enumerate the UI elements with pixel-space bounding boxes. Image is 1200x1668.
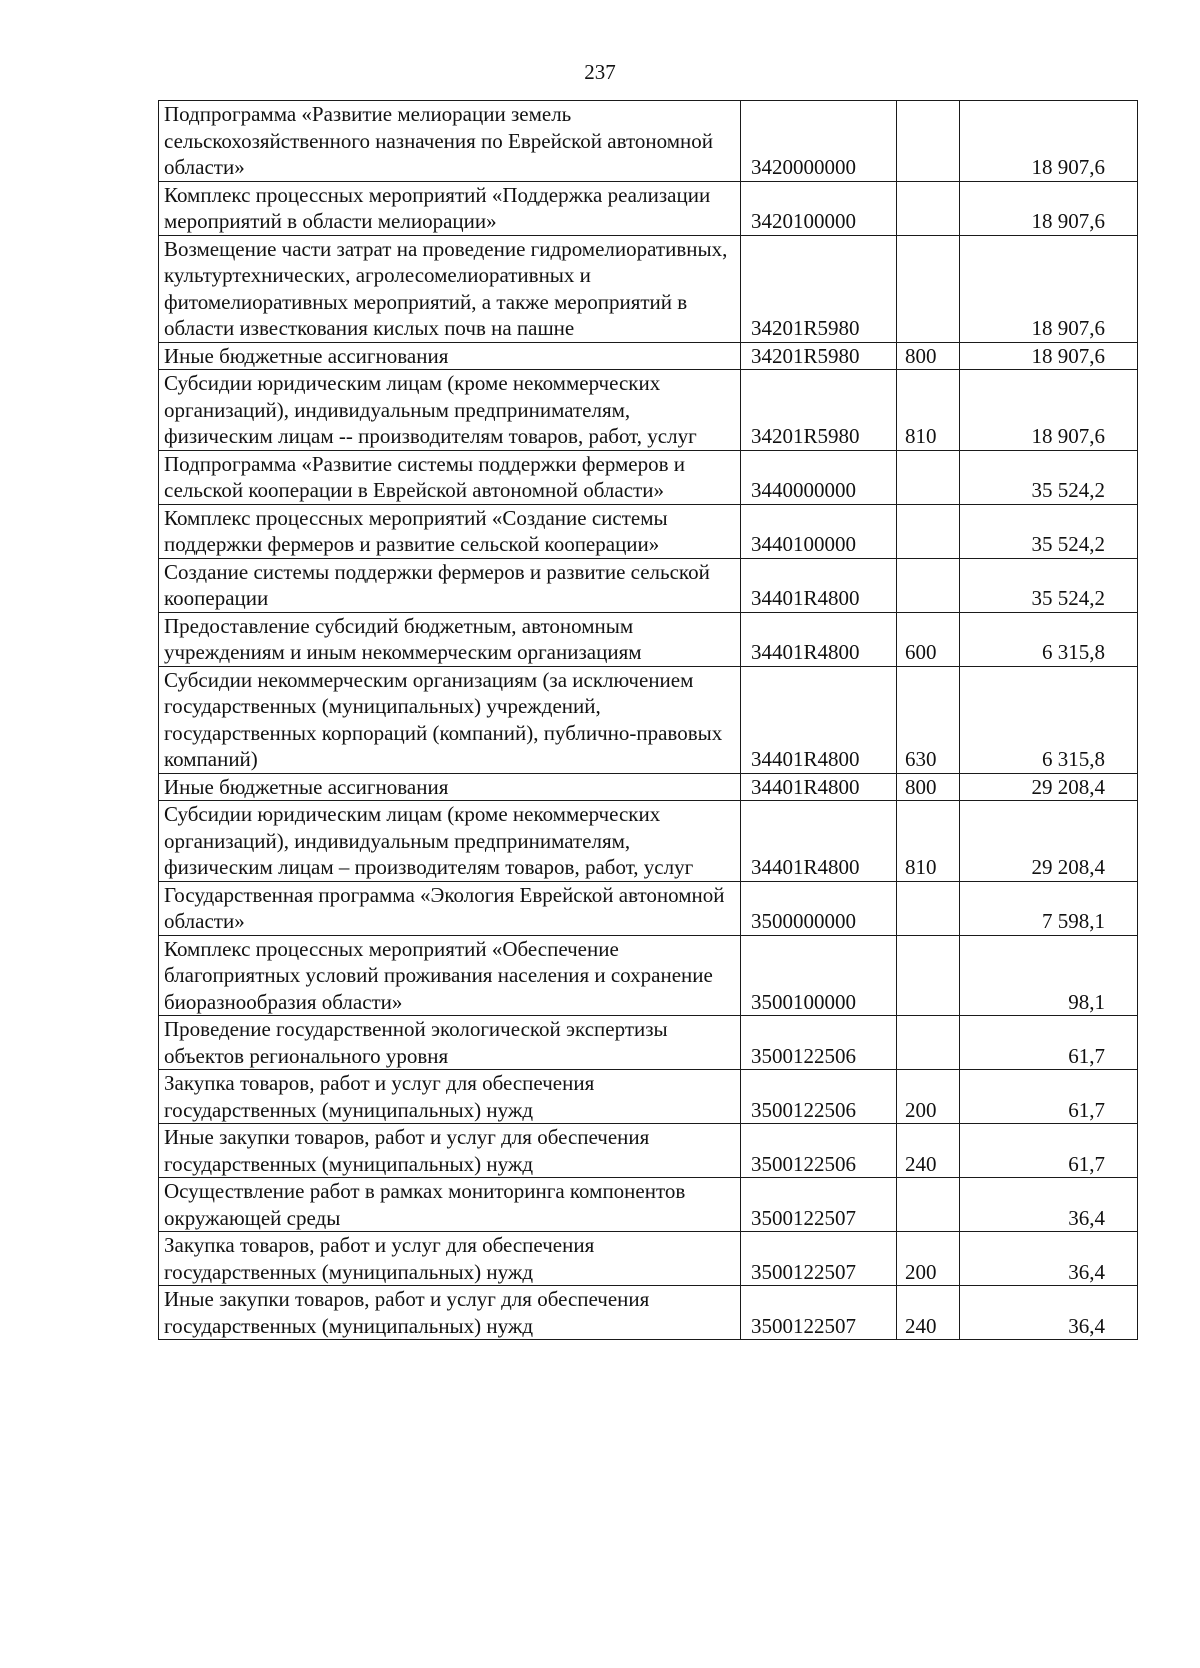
row-sum-cell: 7 598,1 <box>960 881 1138 935</box>
row-code-cell: 3440000000 <box>741 450 897 504</box>
row-name-cell: Осуществление работ в рамках мониторинга компонентов окружающей среды <box>159 1178 741 1232</box>
row-sum-cell: 18 907,6 <box>960 342 1138 370</box>
row-expense-type-cell: 600 <box>897 612 960 666</box>
table-row <box>159 1232 1138 1286</box>
row-code-cell: 3500122506 <box>741 1016 897 1070</box>
row-expense-type-cell <box>897 1016 960 1070</box>
row-name-cell: Государственная программа «Экология Еврейской автономной области» <box>159 881 741 935</box>
row-expense-type-cell: 630 <box>897 666 960 773</box>
row-code-cell: 3420100000 <box>741 181 897 235</box>
table-row <box>159 101 1138 182</box>
row-sum-cell: 6 315,8 <box>960 666 1138 773</box>
row-code-cell: 34201R5980 <box>741 235 897 342</box>
row-name-cell: Иные бюджетные ассигнования <box>159 773 741 801</box>
row-name-cell: Иные закупки товаров, работ и услуг для обеспечения государственных (муниципальных) нужд <box>159 1124 741 1178</box>
row-expense-type-cell: 200 <box>897 1070 960 1124</box>
table-row <box>159 1016 1138 1070</box>
row-sum-cell: 61,7 <box>960 1016 1138 1070</box>
table-row <box>159 1124 1138 1178</box>
row-code-cell: 3440100000 <box>741 504 897 558</box>
row-expense-type-cell: 810 <box>897 801 960 882</box>
table-row <box>159 1178 1138 1232</box>
row-name-cell: Создание системы поддержки фермеров и развитие сельской кооперации <box>159 558 741 612</box>
row-expense-type-cell <box>897 101 960 182</box>
row-expense-type-cell <box>897 450 960 504</box>
row-sum-cell: 18 907,6 <box>960 101 1138 182</box>
row-sum-cell: 18 907,6 <box>960 181 1138 235</box>
row-code-cell: 3500122507 <box>741 1232 897 1286</box>
table-row <box>159 666 1138 773</box>
row-name-cell: Иные бюджетные ассигнования <box>159 342 741 370</box>
row-name-cell: Комплекс процессных мероприятий «Поддержка реализации мероприятий в области мелиорации» <box>159 181 741 235</box>
row-sum-cell: 98,1 <box>960 935 1138 1016</box>
row-expense-type-cell: 200 <box>897 1232 960 1286</box>
table-row <box>159 181 1138 235</box>
table-row <box>159 801 1138 882</box>
row-name-cell: Возмещение части затрат на проведение гидромелиоративных, культуртехнических, агролесомелиоративных и фитомелиоративных мероприятий, а также мероприятий в области известкования кислых почв на пашне <box>159 235 741 342</box>
table-row <box>159 1286 1138 1340</box>
row-expense-type-cell <box>897 235 960 342</box>
row-name-cell: Проведение государственной экологической экспертизы объектов регионального уровня <box>159 1016 741 1070</box>
row-code-cell: 3500000000 <box>741 881 897 935</box>
table-row <box>159 881 1138 935</box>
row-name-cell: Подпрограмма «Развитие мелиорации земель сельскохозяйственного назначения по Еврейской автономной области» <box>159 101 741 182</box>
table-row <box>159 558 1138 612</box>
row-code-cell: 3500122507 <box>741 1178 897 1232</box>
row-code-cell: 34401R4800 <box>741 666 897 773</box>
table-row <box>159 773 1138 801</box>
row-code-cell: 34401R4800 <box>741 801 897 882</box>
table-row <box>159 235 1138 342</box>
row-sum-cell: 61,7 <box>960 1124 1138 1178</box>
row-expense-type-cell: 240 <box>897 1124 960 1178</box>
row-name-cell: Субсидии некоммерческим организациям (за исключением государственных (муниципальных) учреждений, государственных корпораций (компаний), публично-правовых компаний) <box>159 666 741 773</box>
row-sum-cell: 35 524,2 <box>960 504 1138 558</box>
row-sum-cell: 61,7 <box>960 1070 1138 1124</box>
row-sum-cell: 36,4 <box>960 1286 1138 1340</box>
row-name-cell: Предоставление субсидий бюджетным, автономным учреждениям и иным некоммерческим организациям <box>159 612 741 666</box>
budget-allocation-table <box>158 100 1138 1340</box>
row-sum-cell: 6 315,8 <box>960 612 1138 666</box>
row-sum-cell: 18 907,6 <box>960 235 1138 342</box>
row-expense-type-cell <box>897 881 960 935</box>
row-sum-cell: 36,4 <box>960 1178 1138 1232</box>
page-number: 237 <box>584 60 616 84</box>
row-sum-cell: 29 208,4 <box>960 801 1138 882</box>
row-expense-type-cell: 240 <box>897 1286 960 1340</box>
row-expense-type-cell <box>897 504 960 558</box>
row-code-cell: 3500122506 <box>741 1124 897 1178</box>
row-name-cell: Закупка товаров, работ и услуг для обеспечения государственных (муниципальных) нужд <box>159 1232 741 1286</box>
row-code-cell: 34201R5980 <box>741 342 897 370</box>
row-name-cell: Закупка товаров, работ и услуг для обеспечения государственных (муниципальных) нужд <box>159 1070 741 1124</box>
row-code-cell: 3420000000 <box>741 101 897 182</box>
row-sum-cell: 36,4 <box>960 1232 1138 1286</box>
table-row <box>159 935 1138 1016</box>
row-name-cell: Комплекс процессных мероприятий «Обеспечение благоприятных условий проживания населения и сохранение биоразнообразия области» <box>159 935 741 1016</box>
row-code-cell: 34401R4800 <box>741 773 897 801</box>
row-name-cell: Иные закупки товаров, работ и услуг для обеспечения государственных (муниципальных) нужд <box>159 1286 741 1340</box>
row-expense-type-cell <box>897 558 960 612</box>
table-row <box>159 1070 1138 1124</box>
row-expense-type-cell <box>897 935 960 1016</box>
row-code-cell: 3500122507 <box>741 1286 897 1340</box>
table-row <box>159 612 1138 666</box>
table-row <box>159 342 1138 370</box>
row-expense-type-cell <box>897 1178 960 1232</box>
row-name-cell: Подпрограмма «Развитие системы поддержки фермеров и сельской кооперации в Еврейской автономной области» <box>159 450 741 504</box>
table-row <box>159 450 1138 504</box>
row-sum-cell: 29 208,4 <box>960 773 1138 801</box>
row-sum-cell: 35 524,2 <box>960 558 1138 612</box>
row-sum-cell: 35 524,2 <box>960 450 1138 504</box>
row-code-cell: 3500122506 <box>741 1070 897 1124</box>
row-expense-type-cell: 810 <box>897 370 960 451</box>
row-code-cell: 34401R4800 <box>741 612 897 666</box>
table-row <box>159 504 1138 558</box>
row-name-cell: Субсидии юридическим лицам (кроме некоммерческих организаций), индивидуальным предпринимателям, физическим лицам -- производителям товаров, работ, услуг <box>159 370 741 451</box>
row-expense-type-cell: 800 <box>897 342 960 370</box>
table-body <box>159 101 1138 1340</box>
row-name-cell: Комплекс процессных мероприятий «Создание системы поддержки фермеров и развитие сельской кооперации» <box>159 504 741 558</box>
table-row <box>159 370 1138 451</box>
row-sum-cell: 18 907,6 <box>960 370 1138 451</box>
row-code-cell: 34401R4800 <box>741 558 897 612</box>
row-name-cell: Субсидии юридическим лицам (кроме некоммерческих организаций), индивидуальным предпринимателям, физическим лицам – производителям товаров, работ, услуг <box>159 801 741 882</box>
row-expense-type-cell: 800 <box>897 773 960 801</box>
row-code-cell: 34201R5980 <box>741 370 897 451</box>
row-code-cell: 3500100000 <box>741 935 897 1016</box>
row-expense-type-cell <box>897 181 960 235</box>
